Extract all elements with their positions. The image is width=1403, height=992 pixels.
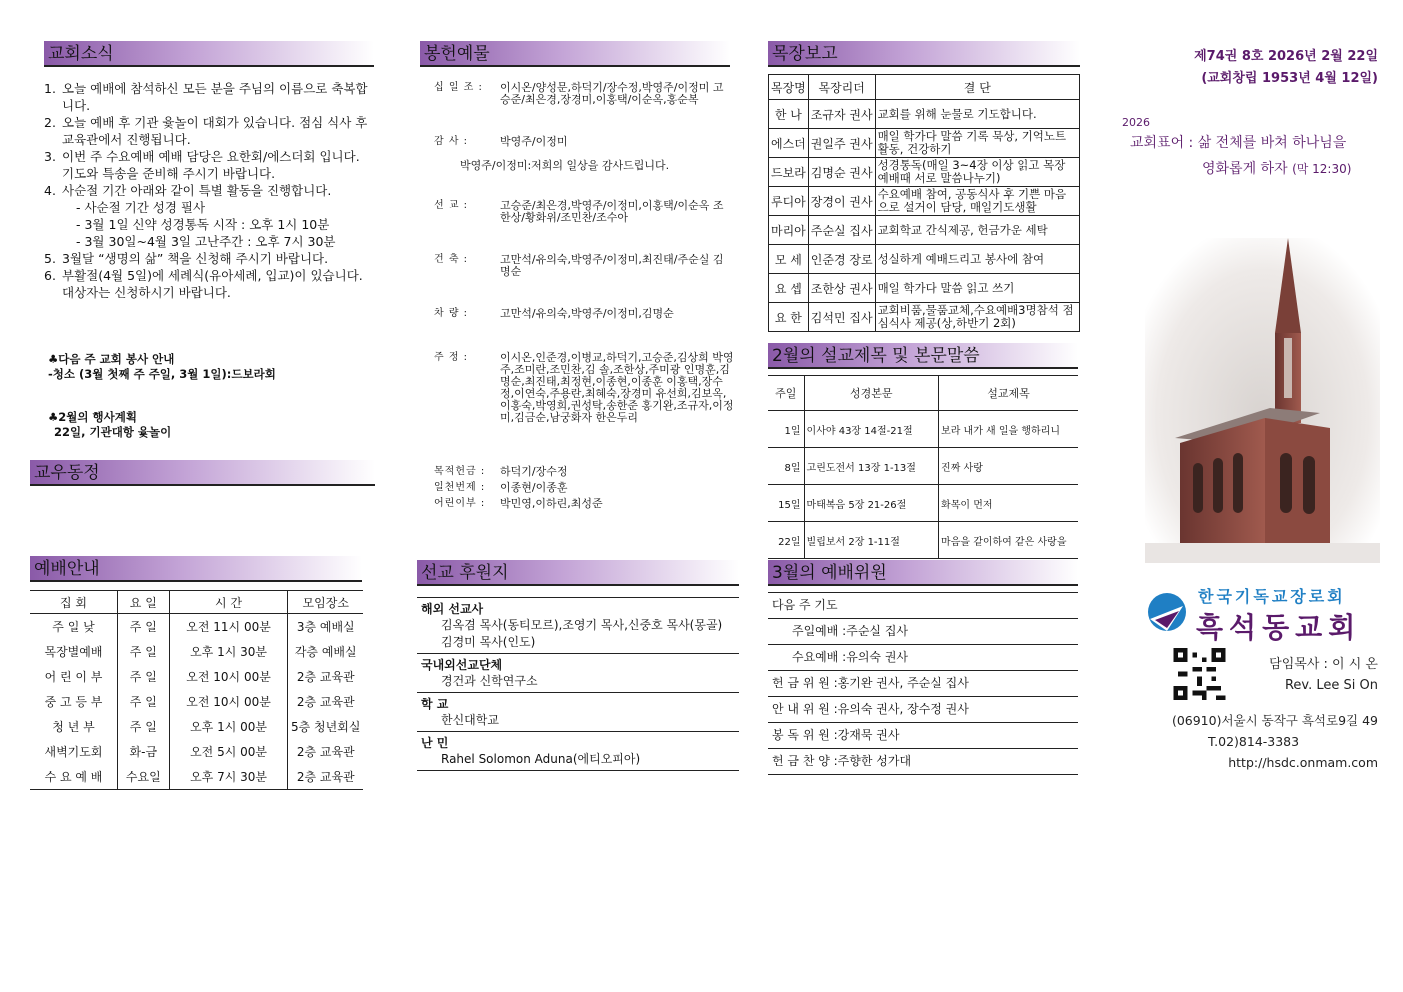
worship-cell: 새벽기도회 (44, 745, 103, 759)
offering-names: 박영주/이정미 (500, 135, 568, 148)
mission-group-heading: 국내외선교단체 (421, 658, 503, 672)
mission-support-list (417, 597, 739, 771)
news-item (44, 114, 374, 148)
mokjang-row (769, 129, 1080, 158)
committee-row (768, 619, 1078, 645)
committee-row (768, 749, 1078, 775)
pastor-name: 담임목사 : 이 시 온 (1269, 657, 1378, 672)
worship-cell: 오전 5시 00분 (169, 739, 288, 764)
worship-row (30, 714, 363, 739)
offering-names: 이시온,인준경,이병교,하덕기,고승준,김상희 박영주,조미란,조민찬,김 솔,조한상,주미광 인명훈,김명순,최진태,최정현,이종현,이종훈 이홍택,장수정,이연숙,주용란,최혜숙,장경미 유선희,김보옥,이홍숙,박영희,권성탁,송한준 홍기완,조규자,이정미,김금순,남궁화자 한은두리 (500, 351, 734, 424)
church-phone: T.02)814-3383 (1208, 734, 1300, 749)
offering-label: 선 교 : (434, 200, 469, 211)
mokjang-leader: 인준경 장로 (808, 245, 875, 274)
mokjang-header-cell: 결 단 (875, 75, 1079, 100)
offering-row (434, 466, 734, 478)
mokjang-resolution: 교회학교 간식제공, 헌금가운 세탁 (875, 216, 1079, 245)
committee-label: 헌 금 찬 양 : (772, 754, 838, 768)
mission-group-item: 김경미 목사(인도) (441, 635, 536, 649)
worship-cell: 오전 10시 00분 (169, 664, 288, 689)
offering-names: 이종현/이종훈 (500, 481, 568, 494)
offering-label: 목적헌금 : (434, 466, 486, 477)
committee-row (768, 671, 1078, 697)
offering-label: 차 량 : (434, 308, 469, 319)
church-address: (06910)서울시 동작구 흑석로9길 49 (1171, 713, 1378, 728)
mission-group (417, 653, 739, 692)
march-committee-heading: 3월의 예배위원 (768, 560, 1078, 586)
worship-guide-heading: 예배안내 (30, 556, 362, 582)
service-notice-text: -청소 (3월 첫째 주 주일, 3월 1일):드보라회 (48, 367, 276, 381)
worship-cell: 오전 11시 00분 (169, 614, 288, 640)
mokjang-resolution: 교회비품,물품교체,수요예배3명참석 점심식사 제공(상,하반기 2회) (875, 303, 1079, 332)
committee-value: 주향한 성가대 (837, 754, 912, 768)
news-item-number: 1. (44, 81, 56, 96)
worship-cell: 주 일 (117, 639, 169, 664)
worship-row (30, 739, 363, 764)
worship-cell: 주 일 (117, 689, 169, 714)
mokjang-name: 루디아 (769, 187, 809, 216)
mission-group (417, 731, 739, 771)
mokjang-resolution: 성경통독(매일 3~4장 이상 읽고 목장 예배때 서로 말씀나누기) (875, 158, 1079, 187)
committee-value: 유의숙 권사, 장수정 권사 (837, 702, 969, 716)
offering-names: 이시온/양성문,하덕기/장수정,박영주/이정미 고승준/최은경,장경미,이홍택/이순옥,홍순복 (500, 81, 724, 106)
mokjang-leader: 김명순 권사 (808, 158, 875, 187)
news-item-text: 오늘 예배에 참석하신 모든 분을 주님의 이름으로 축복합니다. (62, 81, 368, 113)
mokjang-resolution: 성실하게 예배드리고 봉사에 참여 (875, 245, 1079, 274)
offering-row (434, 254, 734, 278)
sermon-cell: 22일 (768, 522, 804, 559)
committee-label: 헌 금 위 원 : (772, 676, 838, 690)
pastor-info (1238, 654, 1378, 696)
committee-label: 주일예배 : (792, 624, 847, 638)
church-website-link[interactable]: http://hsdc.onmam.com (1228, 755, 1378, 770)
sermon-cell: 화목이 먼저 (939, 485, 1078, 522)
worship-row (30, 614, 363, 640)
committee-label: 봉 독 위 원 : (772, 728, 838, 742)
sermon-cell: 고린도전서 13장 1-13절 (804, 448, 938, 485)
worship-cell: 주 일 (117, 614, 169, 640)
news-item (44, 250, 374, 267)
committee-value: 주순실 집사 (846, 624, 909, 638)
news-item (44, 148, 374, 182)
worship-row (30, 689, 363, 714)
worship-cell: 5층 청년회실 (288, 714, 363, 739)
offering-names: 고만석/유의숙,박영주/이정미,김명순 (500, 307, 674, 320)
offering-names: 하덕기/장수정 (500, 465, 568, 478)
worship-cell: 수요일 (117, 764, 169, 790)
news-item-number: 4. (44, 183, 56, 198)
sermon-cell: 마태복음 5장 21-26절 (804, 485, 938, 522)
offering-names: 고승준/최은경,박영주/이정미,이홍택/이순옥 조한상/황화위/조민찬/조수아 (500, 199, 724, 224)
worship-cell: 주 일 (117, 714, 169, 739)
offerings-heading: 봉헌예물 (420, 41, 730, 67)
mission-group-item: 한신대학교 (441, 713, 499, 727)
worship-cell: 오후 1시 00분 (169, 714, 288, 739)
worship-row (30, 764, 363, 790)
offering-row (434, 482, 734, 494)
news-item-number: 3. (44, 149, 56, 164)
news-item (44, 267, 374, 301)
worship-header-cell: 모임장소 (288, 591, 363, 614)
worship-header-cell: 시 간 (169, 591, 288, 614)
worship-cell: 오후 7시 30분 (169, 764, 288, 790)
mokjang-resolution: 교회를 위해 눈물로 기도합니다. (875, 100, 1079, 129)
mokjang-leader: 주순실 집사 (808, 216, 875, 245)
members-news-heading: 교우동정 (30, 460, 375, 486)
sermon-cell: 이사야 43장 14절-21절 (804, 411, 938, 448)
offering-label: 감 사 : (434, 136, 469, 147)
contact-info (1150, 710, 1378, 773)
mokjang-header-cell: 목장리더 (808, 75, 875, 100)
mokjang-resolution: 수요예배 참여, 공동식사 후 기쁜 마음으로 설거이 담당, 매일기도생활 (875, 187, 1079, 216)
mission-group-heading: 난 민 (421, 736, 449, 750)
worship-cell: 2층 교육관 (288, 764, 363, 790)
sermon-row (768, 522, 1078, 559)
offering-row (434, 308, 734, 320)
offering-row (434, 498, 734, 510)
mokjang-row (769, 274, 1080, 303)
mokjang-name: 요 한 (769, 303, 809, 332)
news-item (44, 182, 374, 199)
worship-cell: 오후 1시 30분 (169, 639, 288, 664)
motto-reference: (막 12:30) (1292, 162, 1352, 176)
mission-group-item: Rahel Solomon Aduna(에티오피아) (441, 752, 641, 766)
mokjang-name: 마리아 (769, 216, 809, 245)
offering-row (434, 160, 734, 172)
church-logo-icon (1147, 592, 1187, 632)
mission-support-heading: 선교 후원지 (417, 560, 739, 586)
church-news-heading: 교회소식 (44, 41, 374, 67)
motto-year: 2026 (1122, 116, 1150, 129)
sermon-cell: 15일 (768, 485, 804, 522)
worship-cell: 목장별예배 (44, 645, 103, 659)
committee-row (768, 697, 1078, 723)
offering-names: 박영주/이정미:저희의 일상을 감사드립니다. (460, 159, 670, 172)
worship-guide-table (30, 590, 363, 790)
mokjang-name: 요 셉 (769, 274, 809, 303)
offering-label: 일천번제 : (434, 482, 486, 493)
news-sub-item: - 3월 1일 신약 성경통독 시작 : 오후 1시 10분 (76, 217, 330, 232)
mokjang-leader: 장경이 권사 (808, 187, 875, 216)
motto-line2: 영화롭게 하자 (1202, 161, 1288, 177)
mission-group (417, 692, 739, 731)
news-item-text: 3월달 “생명의 삶” 책을 신청해 주시기 바랍니다. (62, 251, 329, 266)
committee-label: 안 내 위 원 : (772, 702, 838, 716)
sermon-cell: 진짜 사랑 (939, 448, 1078, 485)
mokjang-leader: 권일주 권사 (808, 129, 875, 158)
news-item-number: 5. (44, 251, 56, 266)
sermon-header-cell: 주일 (768, 376, 804, 411)
offering-label: 십 일 조 : (434, 82, 483, 93)
church-name: 흑석동교회 (1196, 611, 1362, 644)
worship-cell: 2층 교육관 (288, 739, 363, 764)
event-text: 22일, 기관대항 윷놀이 (54, 425, 172, 439)
offering-row (434, 352, 734, 424)
mokjang-leader: 김석민 집사 (808, 303, 875, 332)
sermon-cell: 빌립보서 2장 1-11절 (804, 522, 938, 559)
worship-cell: 어 린 이 부 (44, 670, 103, 684)
church-motto (1130, 130, 1380, 182)
committee-value: 강재묵 권사 (837, 728, 900, 742)
offering-label (434, 160, 460, 172)
mokjang-header-cell: 목장명 (769, 75, 809, 100)
news-item-text: 이번 주 수요예배 예배 담당은 요한회/에스더회 입니다. 기도와 특송을 준비해 주시기 바랍니다. (62, 149, 360, 181)
pastor-name-en: Rev. Lee Si On (1284, 678, 1378, 693)
mokjang-report-table (768, 74, 1080, 332)
worship-cell: 2층 교육관 (288, 664, 363, 689)
founding-date: (교회창립 1953년 4월 12일) (1201, 71, 1378, 86)
mission-group-heading: 해외 선교사 (421, 602, 484, 616)
news-item-text: 부활절(4월 5일)에 세례식(유아세례, 입교)이 있습니다. 대상자는 신청하시기 바랍니다. (62, 268, 363, 300)
mokjang-name: 한 나 (769, 100, 809, 129)
mokjang-row (769, 100, 1080, 129)
committee-label: 다음 주 기도 (772, 598, 838, 612)
mokjang-name: 모 세 (769, 245, 809, 274)
sermon-row (768, 448, 1078, 485)
march-committee-list (768, 592, 1078, 775)
denomination-name: 한국기독교장로회 (1198, 587, 1346, 606)
news-item-number: 6. (44, 268, 56, 283)
committee-value: 홍기완 권사, 주순실 집사 (837, 676, 969, 690)
offering-label: 주 정 : (434, 352, 469, 363)
worship-row (30, 664, 363, 689)
sermon-cell: 8일 (768, 448, 804, 485)
mokjang-row (769, 303, 1080, 332)
sermon-header-cell: 설교제목 (939, 376, 1078, 411)
motto-line1: 교회표어 : 삶 전체를 바쳐 하나님을 (1130, 135, 1347, 151)
offering-row (434, 82, 734, 106)
worship-cell: 주 일 (117, 664, 169, 689)
worship-row (30, 639, 363, 664)
offering-names: 고만석/유의숙,박영주/이정미,최진태/주순실 김명순 (500, 253, 724, 278)
news-item-text: 사순절 기간 아래와 같이 특별 활동을 진행합니다. (62, 183, 332, 198)
news-item-number: 2. (44, 115, 56, 130)
service-notice-title: ♣다음 주 교회 봉사 안내 (48, 352, 175, 366)
issue-number: 제74권 8호 2026년 2월 22일 (1194, 49, 1378, 64)
news-sub-item: - 사순절 기간 성경 필사 (76, 200, 206, 215)
sermons-table (768, 375, 1078, 559)
mokjang-resolution: 매일 학가다 말씀 읽고 쓰기 (875, 274, 1079, 303)
committee-row (768, 645, 1078, 671)
worship-cell: 각층 예배실 (288, 639, 363, 664)
mokjang-row (769, 216, 1080, 245)
sermon-cell: 보라 내가 새 일을 행하리니 (939, 411, 1078, 448)
offering-names: 박민영,이하린,최성준 (500, 497, 603, 510)
sermon-row (768, 411, 1078, 448)
mokjang-row (769, 158, 1080, 187)
sermon-cell: 마음을 같이하여 같은 사랑을 (939, 522, 1078, 559)
mokjang-row (769, 187, 1080, 216)
offering-label: 건 축 : (434, 254, 469, 265)
mokjang-report-heading: 목장보고 (768, 41, 1080, 67)
worship-cell: 청 년 부 (52, 720, 95, 734)
worship-cell: 중 고 등 부 (44, 695, 103, 709)
mission-group (417, 597, 739, 653)
event-title: ♣2월의 행사계획 (48, 410, 137, 424)
mission-group-item: 경건과 신학연구소 (441, 674, 538, 688)
sermons-heading: 2월의 설교제목 및 본문말씀 (768, 343, 1078, 369)
next-week-service-notice (48, 352, 276, 382)
worship-header-cell: 요 일 (117, 591, 169, 614)
offering-row (434, 136, 734, 148)
worship-cell: 2층 교육관 (288, 689, 363, 714)
worship-cell: 오전 10시 00분 (169, 689, 288, 714)
committee-value: 유의숙 권사 (846, 650, 909, 664)
church-news-list (44, 80, 374, 301)
committee-row (768, 723, 1078, 749)
news-sub-item: - 3월 30일~4월 3일 고난주간 : 오후 7시 30분 (76, 234, 336, 249)
mokjang-leader: 조규자 권사 (808, 100, 875, 129)
qr-code-icon (1172, 648, 1227, 700)
sermon-cell: 1일 (768, 411, 804, 448)
mokjang-name: 에스더 (769, 129, 809, 158)
sermon-header-cell: 성경본문 (804, 376, 938, 411)
offering-row (434, 200, 734, 224)
mokjang-leader: 조한상 권사 (808, 274, 875, 303)
mokjang-row (769, 245, 1080, 274)
mokjang-name: 드보라 (769, 158, 809, 187)
february-events (48, 410, 171, 440)
worship-cell: 주 일 낮 (52, 620, 95, 634)
offering-label: 어린이부 : (434, 498, 486, 509)
church-building-illustration (1145, 238, 1380, 563)
committee-label: 수요예배 : (792, 650, 847, 664)
worship-cell: 수 요 예 배 (30, 764, 117, 790)
news-item-text: 오늘 예배 후 기관 윷놀이 대회가 있습니다. 점심 식사 후 교육관에서 진행됩니다. (62, 115, 368, 147)
mission-group-heading: 학 교 (421, 697, 449, 711)
worship-header-cell: 집 회 (30, 591, 117, 614)
sermon-row (768, 485, 1078, 522)
mission-group-item: 김옥겸 목사(동티모르),조영기 목사,신중호 목사(몽골) (441, 618, 723, 632)
news-item (44, 80, 374, 114)
mokjang-resolution: 매일 학가다 말씀 기록 묵상, 기억노트 활동, 건강하기 (875, 129, 1079, 158)
worship-cell: 화-금 (117, 739, 169, 764)
issue-info (1150, 46, 1378, 90)
committee-row (768, 592, 1078, 619)
worship-cell: 3층 예배실 (288, 614, 363, 640)
